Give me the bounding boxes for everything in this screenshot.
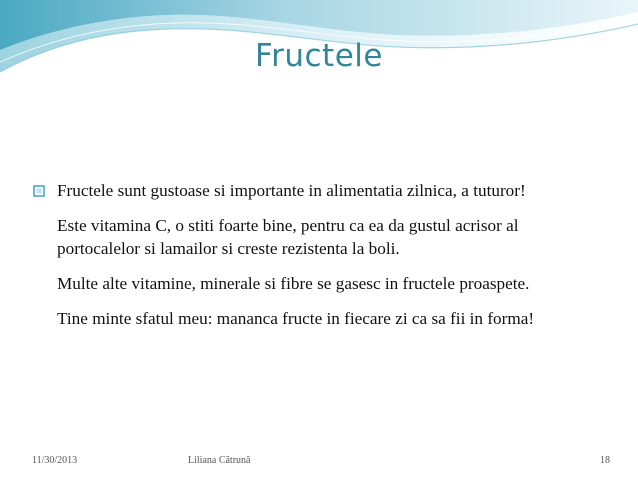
- paragraph-advice: Tine minte sfatul meu: mananca fructe in fiecare zi ca sa fii in forma!: [57, 309, 535, 329]
- footer-page-number: 18: [600, 455, 610, 466]
- paragraph-minerals: Multe alte vitamine, minerale si fibre se gasesc in fructele proaspete.: [57, 273, 530, 293]
- paragraph-intro: Fructele sunt gustoase si importante in alimentatia zilnica, a tuturor!: [57, 181, 526, 200]
- footer-date: 11/30/2013: [32, 455, 78, 466]
- slide-title: Fructele: [255, 38, 383, 74]
- bullet-content: [32, 180, 602, 343]
- footer-author: Liliana Cătrună: [188, 455, 251, 466]
- paragraph-vitamin-c: Este vitamina C, o stiti foarte bine, pentru ca ea da gustul acrisor al portocalelor si lamailor si creste rezistenta la boli.: [57, 216, 519, 258]
- hollow-square-bullet-icon: [32, 184, 46, 198]
